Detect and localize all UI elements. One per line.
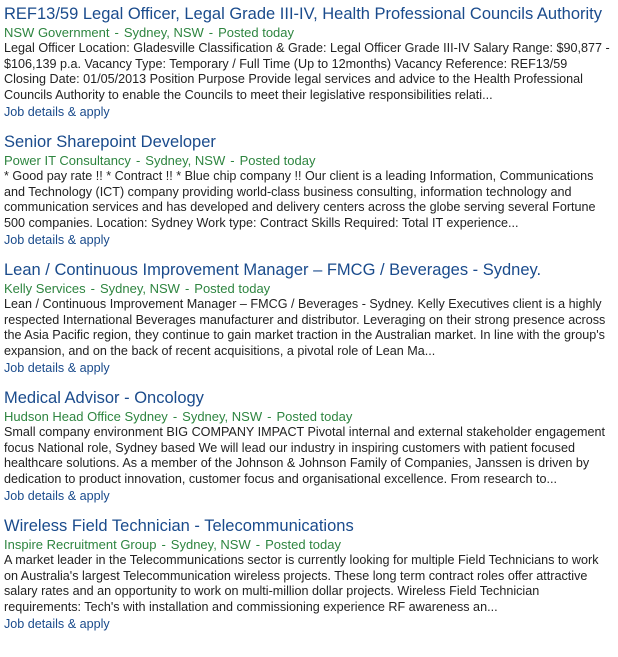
job-details-apply-link[interactable]: Job details & apply (4, 361, 110, 375)
job-location: Sydney, NSW (170, 537, 251, 552)
job-company: Hudson Head Office Sydney (4, 409, 168, 424)
job-title-link[interactable]: Medical Advisor - Oncology (4, 389, 204, 407)
meta-separator: - (255, 537, 261, 552)
meta-separator: - (90, 281, 95, 296)
job-company: NSW Government (4, 25, 110, 40)
job-posted: Posted today (218, 25, 295, 40)
job-listing (4, 388, 616, 505)
job-posted: Posted today (239, 153, 316, 168)
meta-separator: - (135, 153, 141, 168)
job-meta (4, 408, 616, 425)
meta-separator: - (172, 409, 178, 424)
meta-separator: - (267, 409, 272, 424)
job-location: Sydney, NSW (145, 153, 226, 168)
job-posted: Posted today (194, 281, 271, 296)
job-description: Lean / Continuous Improvement Manager – FMCG / Beverages - Sydney. Kelly Executives client is a highly respected International Beverages manufacturer and distributor. Leveraging on their strong presence across the Asia Pacific region, they continue to gain market traction in the Australian market. In line with the group's expansion, and on the back of recent acquisitions, a pivotal role of Lean Ma... (4, 297, 606, 358)
job-meta (4, 24, 616, 41)
job-company: Inspire Recruitment Group (4, 537, 157, 552)
job-meta (4, 536, 616, 553)
job-details-apply-link[interactable]: Job details & apply (4, 489, 110, 503)
job-details-apply-link[interactable]: Job details & apply (4, 105, 110, 119)
job-location: Sydney, NSW (99, 281, 180, 296)
job-listing (4, 132, 616, 249)
job-listing (4, 516, 616, 633)
job-location: Sydney, NSW (123, 25, 204, 40)
job-details-apply-link[interactable]: Job details & apply (4, 233, 110, 247)
job-title-link[interactable]: REF13/59 Legal Officer, Legal Grade III-IV, Health Professional Councils Authority (4, 5, 602, 23)
job-title-link[interactable]: Wireless Field Technician - Telecommunications (4, 517, 354, 535)
job-description: A market leader in the Telecommunications sector is currently looking for multiple Field Technicians to work on Australia's largest Telecommunication wireless projects. These long term contract roles offer attractive salary rates and an opportunity to work on multi-million dollar projects. Wireless Field Technician requirements: Tech's with installation and commissioning experience RF awareness an... (4, 553, 599, 614)
job-title-link[interactable]: Lean / Continuous Improvement Manager – FMCG / Beverages - Sydney. (4, 261, 542, 279)
job-title-link[interactable]: Senior Sharepoint Developer (4, 133, 216, 151)
job-posted: Posted today (265, 537, 341, 552)
meta-separator: - (114, 25, 119, 40)
job-details-apply-link[interactable]: Job details & apply (4, 617, 110, 631)
job-company: Power IT Consultancy (4, 153, 131, 168)
job-description: Legal Officer Location: Gladesville Classification & Grade: Legal Officer Grade III-IV Salary Range: $90,877 - $106,139 p.a. Vacancy Type: Temporary / Full Time (Up to 12months) Vacancy Reference: REF13/59 Closing Date: 01/05/2013 Position Purpose Provide legal services and advice to the Health Professional Councils Authority to enable the Councils to meet their legislative responsibilities relati... (4, 41, 610, 102)
job-location: Sydney, NSW (182, 409, 263, 424)
job-listing (4, 4, 616, 121)
meta-separator: - (161, 537, 166, 552)
job-listing (4, 260, 616, 377)
job-posted: Posted today (276, 409, 353, 424)
job-description: Small company environment BIG COMPANY IMPACT Pivotal internal and external stakeholder engagement focus National role, Sydney based We will lead our industry in inspiring customers with patient focused healthcare solutions. As a member of the Johnson & Johnson Family of Companies, Janssen is driven by dedication to product innovation, customer focus and organisational excellence. From research to... (4, 425, 606, 486)
meta-separator: - (184, 281, 190, 296)
job-meta (4, 280, 616, 297)
meta-separator: - (208, 25, 214, 40)
job-description: * Good pay rate !! * Contract !! * Blue chip company !! Our client is a leading Information, Communications and Technology (ICT) company providing world-class business consulting, information technology and communication services and has developed and delivery centers across the globe serving several Fortune 500 companies. Location: Sydney Work type: Contract Skills Required: Total IT experience... (4, 169, 596, 230)
job-company: Kelly Services (4, 281, 86, 296)
job-meta (4, 152, 616, 169)
meta-separator: - (230, 153, 235, 168)
